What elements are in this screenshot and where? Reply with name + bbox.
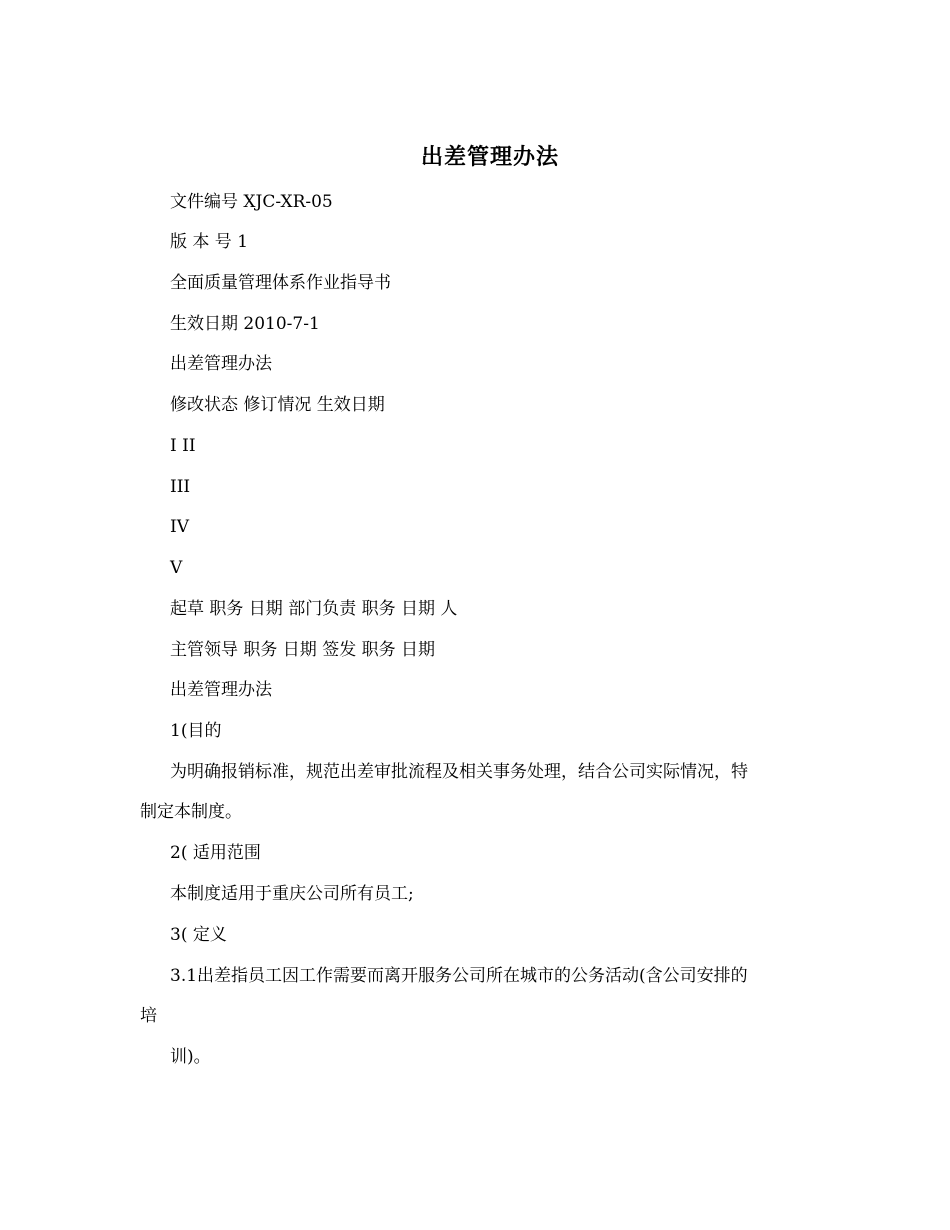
scope-paragraph: 本制度适用于重庆公司所有员工; bbox=[170, 884, 414, 904]
doc-subtitle-line: 出差管理办法 bbox=[170, 354, 272, 374]
quality-system-line: 全面质量管理体系作业指导书 bbox=[170, 273, 391, 293]
version-line: 版 本 号 1 bbox=[170, 232, 249, 252]
document-title: 出差管理办法 bbox=[420, 144, 559, 170]
definition-paragraph-line-3: 训)。 bbox=[170, 1047, 211, 1067]
definition-paragraph-line-1: 3.1出差指员工因工作需要而离开服务公司所在城市的公务活动(含公司安排的 bbox=[170, 966, 748, 986]
purpose-paragraph-line-1: 为明确报销标准，规范出差审批流程及相关事务处理，结合公司实际情况，特 bbox=[170, 762, 748, 782]
scope-heading: 2( 适用范围 bbox=[170, 843, 261, 863]
revision-row-1: I II bbox=[170, 436, 196, 456]
revision-row-3: IV bbox=[170, 517, 189, 537]
purpose-heading: 1(目的 bbox=[170, 721, 222, 741]
revision-row-4: V bbox=[170, 558, 183, 578]
definition-paragraph-line-2: 培 bbox=[140, 1006, 157, 1026]
purpose-paragraph-line-2: 制定本制度。 bbox=[140, 802, 242, 822]
section-title-line: 出差管理办法 bbox=[170, 680, 272, 700]
effective-date-line: 生效日期 2010-7-1 bbox=[170, 314, 320, 334]
revision-row-2: III bbox=[170, 477, 191, 497]
approver-line: 主管领导 职务 日期 签发 职务 日期 bbox=[170, 640, 436, 660]
definition-heading: 3( 定义 bbox=[170, 925, 227, 945]
revision-header-line: 修改状态 修订情况 生效日期 bbox=[170, 395, 385, 415]
drafter-line: 起草 职务 日期 部门负责 职务 日期 人 bbox=[170, 599, 458, 619]
doc-number-line: 文件编号 XJC-XR-05 bbox=[170, 192, 333, 212]
